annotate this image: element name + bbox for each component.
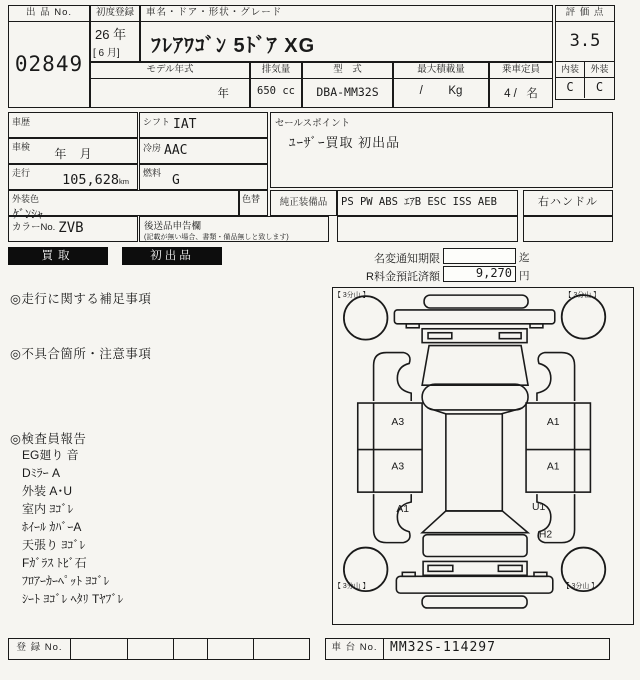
damage-code-left-rear-quarter: A1 [396, 503, 410, 515]
car-schematic [333, 288, 632, 623]
handle-value: 右ハンドル [538, 196, 598, 208]
first-registration-label: 初度登録 [91, 6, 139, 22]
tire-label-front-right: 【 3分山 】 [564, 292, 601, 300]
recycle-fee-value: 9,270 [475, 266, 512, 280]
first-registration-month: [ 6 月] [93, 48, 120, 59]
shift-label: シフト [143, 117, 171, 127]
exterior-grade-label: 外装 [590, 64, 609, 74]
tire-front-right [562, 295, 606, 339]
registration-cell [254, 639, 308, 659]
exterior-color-cell [8, 190, 239, 221]
sales-point-box [270, 112, 613, 188]
evaluation-box [555, 5, 615, 100]
mileage-notes-heading: ◎走行に関する補足事項 [10, 292, 152, 306]
damage-code-right-rear-quarter: U1 [532, 501, 546, 513]
interior-grade-label: 内装 [556, 62, 585, 77]
spec-model-code [302, 62, 393, 108]
badge-first-listing: 初出品 [122, 247, 222, 265]
repaint-cell [239, 190, 268, 216]
equipment-empty-cell [337, 216, 518, 242]
name-change-label: 名変通知期限 [374, 253, 440, 265]
shift-value: IAT [173, 117, 197, 132]
mileage-unit: km [119, 177, 129, 186]
ac-value: AAC [164, 143, 188, 158]
handle-empty-cell [523, 216, 613, 242]
inspection-label: 車検 [12, 142, 31, 152]
tire-label-rear-left: 【 3分山 】 [333, 583, 370, 591]
later-items-cell [139, 216, 329, 242]
color-no-cell [8, 216, 138, 242]
spec-capacity [489, 62, 553, 108]
car-name-header: 車名・ドア・形状・グレード [141, 6, 552, 22]
damage-code-left-front-door: A3 [391, 416, 405, 428]
recycle-fee-suffix: 円 [519, 270, 530, 282]
equipment-value: PS PW ABS ｴｱB ESC ISS AEB [341, 196, 497, 208]
report-item: 天張り ﾖｺﾞﾚ [22, 538, 86, 552]
damage-code-right-rear-door: A1 [546, 461, 560, 473]
color-no-label: カラーNo. [12, 222, 56, 233]
history-cell [8, 112, 138, 138]
history-label: 車歴 [12, 117, 31, 127]
spec-max-load-value: / Kg [419, 85, 463, 97]
equipment-label: 純正装備品 [279, 197, 328, 208]
spec-model-year-label: モデル年式 [91, 63, 249, 79]
interior-grade-value: C [556, 78, 585, 98]
chassis-number-box [325, 638, 610, 660]
inspector-report-list [22, 446, 123, 608]
sales-point-label: セールスポイント [275, 118, 351, 129]
car-name-box [140, 5, 553, 62]
registration-cell [71, 639, 128, 659]
damage-code-right-front-door: A1 [546, 416, 560, 428]
spec-model-code-label: 型 式 [303, 63, 392, 79]
defects-heading: ◎不具合箇所・注意事項 [10, 347, 152, 361]
spec-displacement-label: 排気量 [251, 63, 301, 79]
car-title: ﾌﾚｱﾜｺﾞﾝ 5ﾄﾞｱ XG [151, 35, 316, 57]
exterior-grade-value: C [595, 80, 604, 94]
spec-capacity-value: 4 / 名 [504, 88, 538, 100]
damage-code-left-rear-door: A3 [391, 461, 405, 473]
tire-front-left [344, 296, 388, 340]
spec-displacement-value: 650 cc [257, 85, 295, 97]
spec-max-load [393, 62, 489, 108]
spec-model-year [90, 62, 250, 108]
shift-cell [139, 112, 268, 138]
name-change-field [443, 248, 516, 264]
mileage-value: 105,628 [62, 172, 119, 188]
later-items-label: 後送品申告欄 [144, 221, 202, 232]
evaluation-score: 3.5 [556, 22, 614, 62]
registration-cell [208, 639, 254, 659]
recycle-fee-field [443, 266, 516, 282]
fuel-label: 燃料 [143, 168, 162, 178]
registration-cell [174, 639, 208, 659]
sales-point-value: ﾕｰｻﾞｰ買取 初出品 [289, 135, 401, 150]
spec-model-year-value: 年 [217, 88, 229, 100]
report-item: Fｶﾞﾗｽ ﾄﾋﾞ石 [22, 556, 87, 570]
equipment-label-cell [270, 190, 337, 216]
equipment-value-cell [337, 190, 518, 216]
ac-cell [139, 138, 268, 164]
exterior-color-label: 外装色 [12, 194, 40, 204]
lot-number-label: 出 品 No. [9, 6, 89, 22]
tire-label-rear-right: 【 3分山 】 [562, 583, 599, 591]
spec-max-load-label: 最大積載量 [394, 63, 488, 79]
report-item: 外装 A･U [22, 484, 73, 498]
inspector-report-heading: ◎検査員報告 [10, 432, 87, 446]
fuel-cell [139, 164, 268, 190]
mileage-cell [8, 164, 138, 190]
badge-buyback: 買取 [8, 247, 108, 265]
evaluation-label: 評 価 点 [556, 6, 614, 22]
registration-cell [128, 639, 174, 659]
report-item: ｼｰﾄ ﾖｺﾞﾚ ﾍﾀﾘ Tﾔﾌﾞﾚ [22, 592, 124, 606]
tire-label-front-left: 【 3分山 】 [333, 292, 370, 300]
report-item: Dﾐﾗｰ A [22, 466, 61, 480]
chassis-number-value: MM32S-114297 [390, 640, 496, 655]
damage-diagram [332, 287, 634, 625]
registration-number-table [8, 638, 310, 660]
exterior-color-value: ｹﾞﾝｼｬ [13, 207, 44, 221]
handle-cell [523, 190, 613, 216]
first-registration-box [90, 5, 140, 62]
lot-number-value: 02849 [14, 52, 84, 76]
later-items-note: (記載が無い場合、書類・備品無しと致します) [144, 234, 289, 241]
recycle-fee-label: R料金預託済額 [366, 271, 440, 283]
damage-code-right-rear-corner: H2 [538, 529, 553, 541]
report-item: 室内 ﾖｺﾞﾚ [22, 502, 74, 516]
report-item: EG廻り 音 [22, 448, 79, 462]
report-item: ﾎｲｰﾙ ｶﾊﾞｰA [22, 520, 82, 534]
inspection-value: 年 月 [54, 147, 92, 161]
repaint-label: 色替 [242, 194, 261, 204]
inspection-cell [8, 138, 138, 164]
spec-model-code-value: DBA-MM32S [316, 85, 379, 99]
name-change-suffix: 迄 [519, 252, 530, 264]
first-registration-year: 26 年 [95, 27, 127, 42]
color-no-value: ZVB [58, 220, 84, 236]
lot-number-box [8, 5, 90, 108]
mileage-label: 走行 [12, 168, 31, 178]
ac-label: 冷房 [143, 143, 162, 153]
chassis-number-label: 車 台 No. [326, 639, 384, 659]
spec-displacement [250, 62, 302, 108]
spec-capacity-label: 乗車定員 [490, 63, 552, 79]
fuel-value: G [172, 173, 180, 188]
registration-number-label: 登 録 No. [9, 639, 71, 659]
report-item: ﾌﾛｱｰｶｰﾍﾟｯﾄ ﾖｺﾞﾚ [22, 574, 110, 588]
